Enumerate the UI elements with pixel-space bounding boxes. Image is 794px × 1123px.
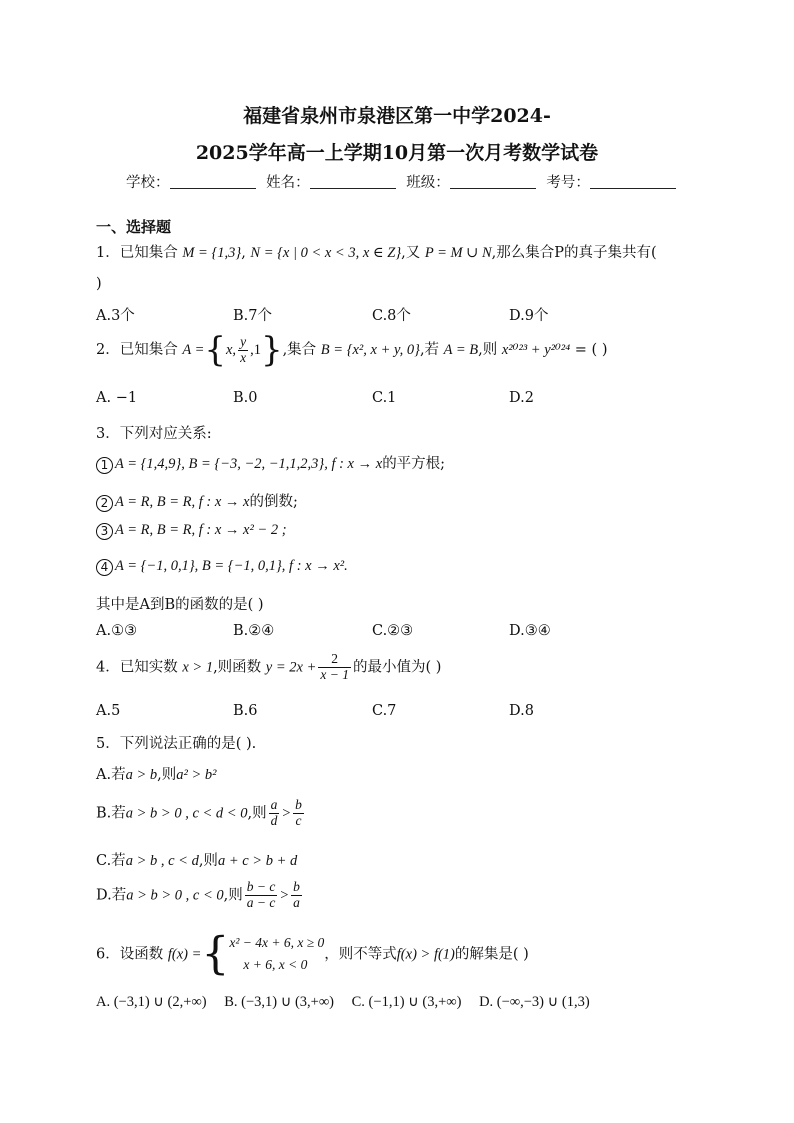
question-1-options xyxy=(96,304,696,324)
option-b[interactable]: B.若a > b > 0 , c < d < 0,则 $\frac{a}{d}$ > $\frac{b}{c}$ xyxy=(96,797,302,828)
exam-number-label: 考号： xyxy=(546,175,590,191)
fraction: $\frac{y}{x}$ xyxy=(240,333,247,365)
math-expr: A = R, B = R, f : x → x xyxy=(115,494,250,510)
option-a[interactable]: A.①③ xyxy=(96,623,138,639)
question-text: ,又 xyxy=(401,245,421,261)
fraction: $\frac{b}{a}$ xyxy=(293,879,300,910)
math-expr: A = {1,4,9}, B = {−3, −2, −1,1,2,3}, f : x → x xyxy=(115,456,383,472)
question-text: = ( ) xyxy=(574,342,608,358)
option-c[interactable]: C.8个 xyxy=(372,308,411,324)
option-b[interactable]: B. (−3,1) ∪ (3,+∞) xyxy=(224,994,335,1010)
name-blank xyxy=(310,174,396,189)
math-expr: N = {x | 0 < x < 3, x ∈ Z} xyxy=(250,245,402,261)
option-b[interactable]: B.7个 xyxy=(233,308,272,324)
question-5 xyxy=(96,732,256,753)
math-expr: A = R, B = R, f : x → x² − 2 ; xyxy=(115,522,287,538)
question-text: 已知集合 xyxy=(119,245,178,261)
math-expr: f(x) = xyxy=(167,946,202,963)
fraction: $\frac{b - c}{a - c}$ xyxy=(246,879,276,910)
circled-number-4: 4 xyxy=(96,559,113,576)
option-d[interactable]: D.9个 xyxy=(509,308,549,324)
exam-title-line-1: 福建省泉州市泉港区第一中学2024- xyxy=(243,105,551,127)
option-d[interactable]: D.8 xyxy=(509,703,534,719)
option-d[interactable]: D.③④ xyxy=(509,623,551,639)
question-2: 2．已知集合 A ={x, $\frac{y}{x}$ ,1},集合 B = {x², x + y, 0},若 A = B,则 x²⁰²³ + y²⁰²⁴ = ( ) xyxy=(96,330,608,370)
question-text: 的解集是( ) xyxy=(454,946,529,963)
fraction: $\frac{a}{d}$ xyxy=(270,797,278,828)
question-text: 的倒数; xyxy=(249,494,298,510)
question-6-options xyxy=(96,994,590,1011)
question-text: 的平方根; xyxy=(382,456,446,472)
option-c[interactable]: C.1 xyxy=(372,390,397,406)
option-d[interactable]: D.若a > b > 0 , c < 0,则 $\frac{b - c}{a - c}$ > $\frac{b}{a}$ xyxy=(96,879,300,910)
question-3-item-2 xyxy=(96,490,298,512)
question-number: 2． xyxy=(96,342,120,358)
math-expr: y = 2x + xyxy=(265,659,317,676)
option-a[interactable]: A.3个 xyxy=(96,308,135,324)
question-number: 3． xyxy=(96,426,120,442)
option-c[interactable]: C.7 xyxy=(372,703,397,719)
math-expr: a + c > b + d xyxy=(217,853,298,869)
math-expr: a > b , c < d xyxy=(125,853,199,869)
math-expr: a > b > 0 , c < d < 0 xyxy=(125,805,248,822)
question-text: 已知实数 xyxy=(119,659,178,676)
question-3-prompt: 其中是A到B的函数的是( ) xyxy=(96,597,264,613)
option-a[interactable]: A.5 xyxy=(96,703,121,719)
question-6: 6．设函数 f(x) ={ x² − 4x + 6, x ≥ 0 x + 6, x < 0 ，则不等式f(x) > f(1)的解集是( ) xyxy=(96,928,529,980)
question-3-item-4 xyxy=(96,558,348,576)
option-b[interactable]: B.②④ xyxy=(233,623,275,639)
school-label: 学校： xyxy=(126,175,170,191)
question-text: ,则 xyxy=(478,342,498,358)
math-expr: P = M ∪ N xyxy=(424,245,492,261)
question-text: 下列对应关系: xyxy=(119,426,212,442)
question-text: ,若 xyxy=(419,342,440,358)
question-text: 的最小值为( ) xyxy=(352,659,442,676)
option-a[interactable]: A. (−3,1) ∪ (2,+∞) xyxy=(96,994,207,1010)
fraction: $\frac{2}{x - 1}$ xyxy=(320,651,349,682)
question-text: ，则不等式 xyxy=(324,946,397,963)
option-b[interactable]: B.0 xyxy=(233,390,258,406)
circled-number-2: 2 xyxy=(96,495,113,512)
option-b[interactable]: B.6 xyxy=(233,703,258,719)
question-text: ,集合 xyxy=(282,342,317,358)
question-number: 6． xyxy=(96,946,120,963)
piecewise-definition: x² − 4x + 6, x ≥ 0 x + 6, x < 0 xyxy=(229,935,325,973)
exam-number-blank xyxy=(590,174,676,189)
question-2-options xyxy=(96,390,696,410)
math-expr: A = B xyxy=(443,342,479,358)
circled-number-1: 1 xyxy=(96,457,113,474)
math-expr: A = xyxy=(182,342,205,358)
math-expr: x > 1 xyxy=(182,659,214,676)
class-label: 班级： xyxy=(406,175,450,191)
exam-title-line-2: 2025学年高一上学期10月第一次月考数学试卷 xyxy=(195,142,599,164)
school-blank xyxy=(170,174,256,189)
question-number: 4． xyxy=(96,659,120,676)
math-expr: a > b > 0 , c < 0 xyxy=(126,887,224,904)
section-title: 一、选择题 xyxy=(96,218,172,236)
option-d[interactable]: D. (−∞,−3) ∪ (1,3) xyxy=(479,994,590,1010)
math-expr: A = {−1, 0,1}, B = {−1, 0,1}, f : x → x². xyxy=(115,558,348,574)
question-text: 设函数 xyxy=(119,946,164,963)
name-label: 姓名： xyxy=(266,175,310,191)
question-1: 1．已知集合 M = {1,3}, N = {x | 0 < x < 3, x ∈ Z},又 P = M ∪ N,那么集合P的真子集共有( xyxy=(96,245,657,261)
question-3-item-3 xyxy=(96,522,287,540)
question-text: 下列说法正确的是( ). xyxy=(119,736,257,752)
option-a[interactable]: A.若a > b,则a² > b² xyxy=(96,767,217,783)
question-3-options xyxy=(96,623,696,643)
math-expr: a² > b² xyxy=(176,767,217,783)
fraction: $\frac{b}{c}$ xyxy=(295,797,302,828)
question-number: 1． xyxy=(96,245,120,261)
circled-number-3: 3 xyxy=(96,523,113,540)
student-info-row xyxy=(126,171,682,192)
question-3-item-1 xyxy=(96,452,445,474)
question-text: 已知集合 xyxy=(119,342,178,358)
class-blank xyxy=(450,174,536,189)
math-expr: M = {1,3} xyxy=(182,245,242,261)
question-1-close: ) xyxy=(96,276,102,292)
option-c[interactable]: C.②③ xyxy=(372,623,414,639)
option-a[interactable]: A. −1 xyxy=(96,390,138,406)
math-expr: x²⁰²³ + y²⁰²⁴ xyxy=(501,342,571,358)
option-c[interactable]: C. (−1,1) ∪ (3,+∞) xyxy=(351,994,462,1010)
question-3 xyxy=(96,422,212,443)
option-c[interactable]: C.若a > b , c < d,则a + c > b + d xyxy=(96,853,298,869)
math-expr: B = {x², x + y, 0} xyxy=(320,342,420,358)
option-d[interactable]: D.2 xyxy=(509,390,534,406)
question-text: ,则函数 xyxy=(213,659,262,676)
math-expr: f(x) > f(1) xyxy=(396,946,455,963)
question-4 xyxy=(96,652,441,683)
question-number: 5． xyxy=(96,736,120,752)
question-text: ,那么集合P的真子集共有( xyxy=(491,245,657,261)
math-expr: a > b xyxy=(125,767,158,783)
question-4-options xyxy=(96,703,696,723)
